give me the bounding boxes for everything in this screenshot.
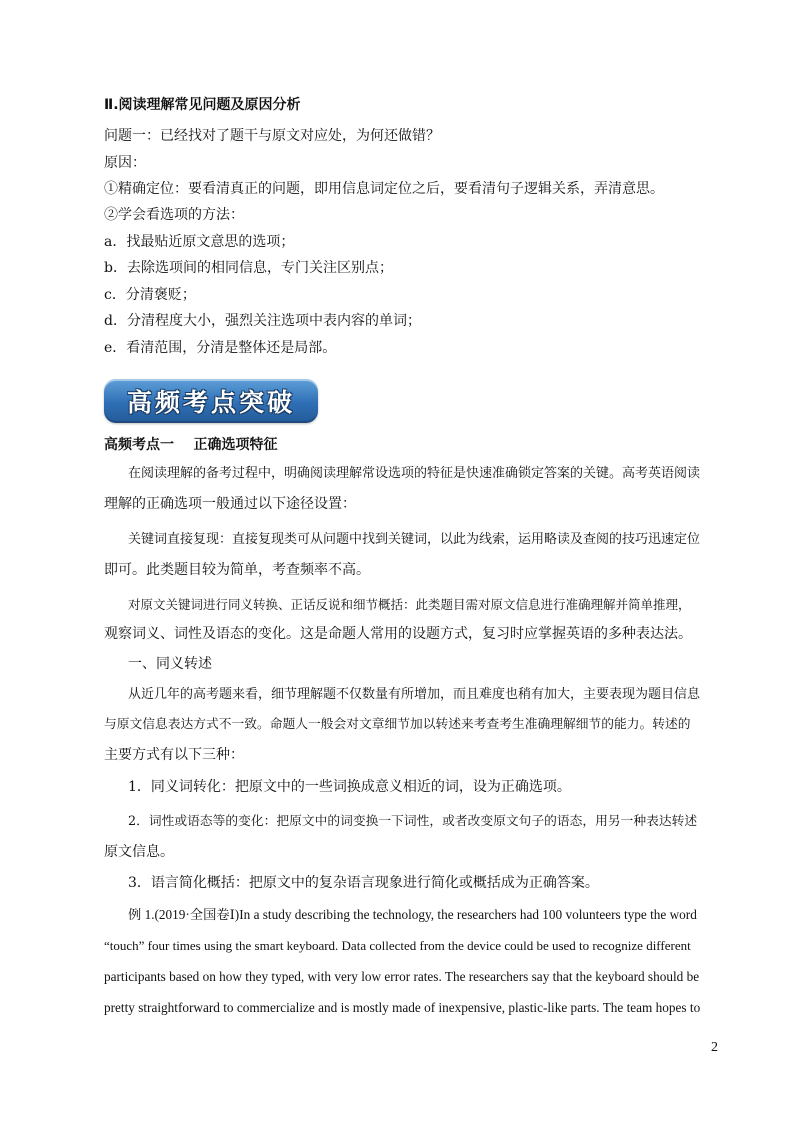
paragraph-3-line-2: 观察词义、词性及语态的变化。这是命题人常用的设题方式，复习时应掌握英语的多种表达法。 — [104, 626, 692, 642]
page-number: 2 — [711, 1040, 718, 1055]
example-line-4: pretty straightforward to commercialize and is mostly made of inexpensive, plastic-like parts. The team hopes to — [104, 1000, 701, 1015]
question-one: 问题一：已经找对了题干与原文对应处，为何还做错？ — [104, 128, 440, 144]
reason-a: a．找最贴近原文意思的选项； — [104, 234, 295, 250]
reason-b: b．去除选项间的相同信息，专门关注区别点； — [104, 260, 393, 276]
paragraph-4-line-1: 从近几年的高考题来看，细节理解题不仅数量有所增加，而且难度也稍有加大，主要表现为题目信息 — [128, 687, 701, 702]
method-2-line-2: 原文信息。 — [104, 844, 174, 860]
example-line-1: 例 1.(2019·全国卷Ⅰ)In a study describing the technology, the researchers had 100 volunteers type the word — [128, 907, 697, 922]
paragraph-2-line-2: 即可。此类题目较为简单，考查频率不高。 — [104, 562, 370, 578]
reason-1: ①精确定位：要看清真正的问题，即用信息词定位之后，要看清句子逻辑关系，弄清意思。 — [104, 181, 664, 197]
point-one-heading: 高频考点一 正确选项特征 — [104, 437, 278, 453]
paragraph-3-line-1: 对原文关键词进行同义转换、正话反说和细节概括：此类题目需对原文信息进行准确理解并简单推理， — [128, 597, 691, 612]
paragraph-4-line-3: 主要方式有以下三种： — [104, 747, 244, 763]
reason-2: ②学会看选项的方法： — [104, 207, 244, 223]
reason-label: 原因： — [104, 155, 146, 171]
banner-text: 高频考点突破 — [126, 388, 295, 417]
method-2-line-1: 2．词性或语态等的变化：把原文中的词变换一下词性，或者改变原文句子的语态，用另一种表达转述 — [128, 814, 698, 829]
section-banner — [104, 379, 318, 423]
sub-heading-synonym: 一、同义转述 — [128, 656, 212, 672]
paragraph-1-line-1: 在阅读理解的备考过程中，明确阅读理解常设选项的特征是快速准确锁定答案的关键。高考英语阅读 — [128, 466, 701, 481]
paragraph-4-line-2: 与原文信息表达方式不一致。命题人一般会对文章细节加以转述来考查考生准确理解细节的能力。转述的 — [104, 717, 691, 732]
example-line-3: participants based on how they typed, with very low error rates. The researchers say that the keyboard should be — [104, 969, 700, 984]
example-line-2: “touch” four times using the smart keyboard. Data collected from the device could be used to recognize different — [104, 938, 691, 953]
method-1: 1．同义词转化：把原文中的一些词换成意义相近的词，设为正确选项。 — [128, 779, 571, 795]
paragraph-1-line-2: 理解的正确选项一般通过以下途径设置： — [104, 496, 356, 512]
method-3: 3．语言简化概括：把原文中的复杂语言现象进行简化或概括成为正确答案。 — [128, 875, 599, 891]
reason-c: c．分清褒贬； — [104, 287, 196, 303]
reason-e: e．看清范围，分清是整体还是局部。 — [104, 340, 337, 356]
paragraph-2-line-1: 关键词直接复现：直接复现类可从问题中找到关键词，以此为线索，运用略读及查阅的技巧迅速定位 — [128, 532, 701, 547]
reason-d: d．分清程度大小，强烈关注选项中表内容的单词； — [104, 313, 421, 329]
section-heading: Ⅱ.阅读理解常见问题及原因分析 — [104, 97, 301, 113]
